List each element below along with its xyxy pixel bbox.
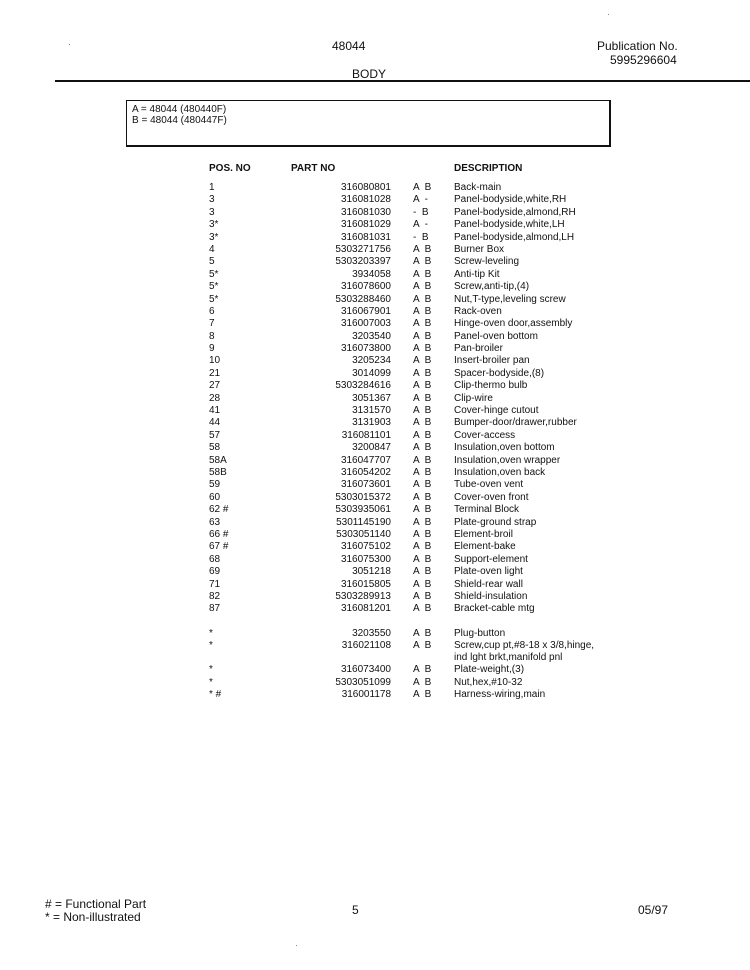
part-description: Cover-oven front: [454, 491, 529, 503]
table-row: [205, 294, 684, 306]
part-number: 5303051140: [336, 528, 391, 540]
model-codes: A B: [413, 243, 432, 255]
pos-number: 4: [209, 243, 215, 255]
model-codes: A B: [413, 504, 432, 516]
table-row: [205, 331, 684, 343]
pos-number: 3*: [209, 231, 219, 243]
table-row: [205, 207, 684, 219]
table-row: [205, 393, 684, 405]
part-description: Burner Box: [454, 243, 505, 255]
table-row: [205, 517, 684, 529]
part-description: Spacer-bodyside,(8): [454, 367, 545, 379]
page-number: 5: [352, 903, 359, 917]
pos-number: 57: [209, 429, 221, 441]
scan-speck: [69, 44, 70, 45]
part-number: 316001178: [341, 689, 391, 701]
model-codes: A B: [413, 405, 432, 417]
part-number: 316021108: [341, 640, 391, 652]
pos-number: 62 #: [209, 504, 229, 516]
part-number: 5301145190: [336, 516, 391, 528]
col-header-part: PART NO: [291, 162, 336, 174]
part-number: 316081028: [340, 194, 391, 206]
model-codes: A B: [413, 491, 432, 503]
table-row: [205, 455, 684, 467]
part-description: [454, 664, 684, 676]
part-number: 3131570: [352, 405, 391, 417]
model-codes: A B: [413, 479, 432, 491]
table-row: [205, 281, 684, 293]
table-row: [205, 343, 684, 355]
part-number: 316067901: [340, 305, 391, 317]
model-codes: A B: [413, 330, 432, 342]
part-number: 316081201: [340, 603, 391, 615]
part-number: 5303289913: [335, 590, 391, 602]
legend-functional: # = Functional Part: [45, 897, 147, 911]
part-description: Element-bake: [454, 541, 516, 553]
publication-number: 5995296604: [610, 53, 677, 67]
part-number: 5303288460: [335, 293, 391, 305]
part-number: 3051367: [352, 392, 391, 404]
pos-number: 67 #: [209, 541, 229, 553]
pos-number: 87: [209, 603, 221, 615]
model-codes: A B: [413, 343, 432, 355]
part-number: 316073601: [340, 479, 391, 491]
part-description: Back-main: [454, 182, 502, 193]
table-row: [205, 380, 684, 392]
part-description-line: Nut,hex,#10-32: [454, 676, 523, 688]
part-number: 5303051099: [335, 676, 391, 688]
part-number: 316015805: [340, 578, 391, 590]
model-codes: A B: [413, 318, 432, 330]
pos-number: 9: [209, 343, 215, 355]
table-row: [205, 579, 684, 591]
pos-number: 28: [209, 392, 221, 404]
parts-body: [205, 182, 684, 702]
pos-number: 59: [209, 479, 221, 491]
pos-number: *: [209, 664, 213, 676]
part-number: 3934058: [352, 268, 391, 280]
col-header-code: [413, 162, 454, 182]
parts-table: [205, 162, 684, 702]
part-description: Clip-wire: [454, 392, 493, 404]
model-codes: A B: [413, 541, 432, 553]
part-description-line: Harness-wiring,main: [454, 689, 546, 701]
part-description: Clip-thermo bulb: [454, 380, 528, 392]
table-row: [205, 603, 684, 615]
pos-number: *: [209, 640, 213, 652]
part-number: 3203540: [352, 330, 391, 342]
model-codes: A B: [413, 367, 432, 379]
pos-number: 10: [209, 355, 221, 367]
pos-number: 69: [209, 566, 221, 578]
part-description: Panel-bodyside,almond,LH: [454, 231, 575, 243]
table-header-row: [205, 162, 684, 182]
model-key-b: B = 48044 (480447F): [132, 115, 227, 126]
part-description-line: ind lght brkt,manifold pnl: [454, 652, 563, 664]
model-codes: A B: [413, 516, 432, 528]
pos-number: 44: [209, 417, 221, 429]
part-description: Cover-hinge cutout: [454, 405, 539, 417]
pos-number: 5*: [209, 281, 219, 293]
part-number: 316081029: [340, 219, 391, 231]
part-number: 316081030: [340, 206, 391, 218]
part-description-line: Screw,cup pt,#8-18 x 3/8,hinge,: [454, 640, 595, 652]
model-codes: A B: [413, 664, 432, 676]
table-row: [205, 492, 684, 504]
table-row: [205, 269, 684, 281]
part-number: 316078600: [340, 281, 391, 293]
model-codes: A B: [413, 380, 432, 392]
part-number: 3014099: [352, 367, 391, 379]
pos-number: 6: [209, 305, 215, 317]
model-codes: A B: [413, 454, 432, 466]
table-gap: [205, 616, 684, 628]
pos-number: 5*: [209, 268, 219, 280]
model-codes: A -: [413, 219, 429, 231]
pos-number: 82: [209, 590, 221, 602]
model-codes: A B: [413, 182, 432, 193]
table-row: [205, 467, 684, 479]
model-codes: A B: [413, 442, 432, 454]
table-row: [205, 640, 684, 664]
part-description: Insert-broiler pan: [454, 355, 530, 367]
model-key-box: [126, 100, 611, 147]
table-row: [205, 232, 684, 244]
part-description: Insulation,oven back: [454, 466, 546, 478]
table-row: [205, 554, 684, 566]
pos-number: *: [209, 676, 213, 688]
pos-number: 58B: [209, 466, 227, 478]
part-number: 3203550: [352, 628, 391, 640]
part-description: Panel-bodyside,almond,RH: [454, 206, 576, 218]
part-description: Rack-oven: [454, 305, 502, 317]
scan-speck: [296, 945, 297, 946]
part-number: 316081101: [341, 429, 391, 441]
part-description: Anti-tip Kit: [454, 268, 500, 280]
part-description: Screw,anti-tip,(4): [454, 281, 530, 293]
table-row: [205, 244, 684, 256]
header-rule: [55, 80, 750, 82]
model-codes: - B: [413, 206, 429, 218]
part-number: 316047707: [340, 454, 391, 466]
pos-number: 60: [209, 491, 221, 503]
table-row: [205, 318, 684, 330]
table-row: [205, 182, 684, 194]
legend-non-illustrated: * = Non-illustrated: [45, 910, 141, 924]
model-codes: A B: [413, 355, 432, 367]
pos-number: 71: [209, 578, 221, 590]
pos-number: 66 #: [209, 528, 229, 540]
pos-number: 41: [209, 405, 221, 417]
legend: [45, 898, 146, 924]
table-row: [205, 442, 684, 454]
model-codes: A B: [413, 281, 432, 293]
model-codes: A -: [413, 194, 429, 206]
part-number: 5303203397: [335, 256, 391, 268]
pos-number: 7: [209, 318, 215, 330]
model-codes: A B: [413, 268, 432, 280]
pos-number: 5: [209, 256, 215, 268]
model-codes: A B: [413, 628, 432, 640]
model-codes: A B: [413, 256, 432, 268]
part-description: Panel-bodyside,white,LH: [454, 219, 565, 231]
table-row: [205, 541, 684, 553]
part-description: Shield-rear wall: [454, 578, 523, 590]
table-row: [205, 664, 684, 676]
part-number: 5303284616: [335, 380, 391, 392]
part-number: 3051218: [352, 566, 391, 578]
part-description: Nut,T-type,leveling screw: [454, 293, 566, 305]
model-codes: A B: [413, 603, 432, 615]
publication-date: 05/97: [638, 903, 669, 917]
table-row: [205, 219, 684, 231]
table-row: [205, 529, 684, 541]
part-description: Hinge-oven door,assembly: [454, 318, 573, 330]
part-number: 5303015372: [335, 491, 391, 503]
part-description: Panel-bodyside,white,RH: [454, 194, 567, 206]
part-description: Element-broil: [454, 528, 513, 540]
pos-number: 5*: [209, 293, 219, 305]
part-number: 316073400: [340, 664, 391, 676]
part-description: [454, 640, 684, 664]
model-codes: A B: [413, 553, 432, 565]
table-row: [205, 405, 684, 417]
section-title: BODY: [352, 67, 387, 81]
model-key-a: A = 48044 (480440F): [132, 104, 227, 115]
pos-number: 58A: [209, 454, 227, 466]
part-number: 316080801: [340, 182, 391, 193]
pos-number: 63: [209, 516, 221, 528]
table-row: [205, 689, 684, 701]
model-number: 48044: [332, 39, 366, 53]
table-row: [205, 566, 684, 578]
part-number: 316081031: [340, 231, 391, 243]
part-description: Panel-oven bottom: [454, 330, 538, 342]
part-description: Plate-oven light: [454, 566, 523, 578]
table-row: [205, 677, 684, 689]
pos-number: 3: [209, 206, 215, 218]
part-number: 5303271756: [335, 243, 391, 255]
pos-number: 58: [209, 442, 221, 454]
pos-number: 3: [209, 194, 215, 206]
model-codes: - B: [413, 231, 429, 243]
part-description: Shield-insulation: [454, 590, 528, 602]
part-number: 3205234: [352, 355, 391, 367]
publication-label: Publication No.: [597, 39, 678, 53]
part-description: Insulation,oven bottom: [454, 442, 555, 454]
part-number: 316075300: [340, 553, 391, 565]
part-description: Insulation,oven wrapper: [454, 454, 561, 466]
pos-number: 8: [209, 330, 215, 342]
table-row: [205, 430, 684, 442]
part-number: 5303935061: [335, 504, 391, 516]
scan-speck: [608, 14, 609, 15]
part-description-line: Plug-button: [454, 628, 506, 640]
model-codes: A B: [413, 590, 432, 602]
model-codes: A B: [413, 566, 432, 578]
part-number: 3200847: [352, 442, 391, 454]
model-codes: A B: [413, 640, 432, 652]
pos-number: * #: [209, 689, 222, 701]
model-codes: A B: [413, 528, 432, 540]
part-description: [454, 677, 684, 689]
pos-number: 1: [209, 182, 215, 193]
part-description-line: Plate-weight,(3): [454, 664, 525, 676]
table-row: [205, 368, 684, 380]
model-codes: A B: [413, 305, 432, 317]
part-description: Tube-oven vent: [454, 479, 524, 491]
part-description: Bracket-cable mtg: [454, 603, 535, 615]
part-number: 316007003: [340, 318, 391, 330]
model-codes: A B: [413, 417, 432, 429]
table-row: [205, 417, 684, 429]
pos-number: 68: [209, 553, 221, 565]
part-number: 316075102: [340, 541, 391, 553]
part-number: 316073800: [340, 343, 391, 355]
pos-number: 27: [209, 380, 221, 392]
col-header-desc: DESCRIPTION: [454, 162, 523, 174]
table-row: [205, 194, 684, 206]
model-codes: A B: [413, 676, 432, 688]
part-description: Bumper-door/drawer,rubber: [454, 417, 577, 429]
part-description: Plate-ground strap: [454, 516, 537, 528]
part-description: Support-element: [454, 553, 528, 565]
part-number: 316054202: [340, 466, 391, 478]
part-description: Terminal Block: [454, 504, 520, 516]
table-row: [205, 628, 684, 640]
table-row: [205, 504, 684, 516]
model-codes: A B: [413, 429, 432, 441]
model-codes: A B: [413, 578, 432, 590]
pos-number: 3*: [209, 219, 219, 231]
table-row: [205, 256, 684, 268]
table-row: [205, 306, 684, 318]
part-description: [454, 628, 684, 640]
pos-number: 21: [209, 367, 221, 379]
table-row: [205, 479, 684, 491]
part-description: Pan-broiler: [454, 343, 503, 355]
part-description: Cover-access: [454, 429, 516, 441]
col-header-pos: POS. NO: [209, 162, 251, 174]
model-codes: A B: [413, 466, 432, 478]
model-codes: A B: [413, 392, 432, 404]
model-codes: A B: [413, 293, 432, 305]
table-row: [205, 355, 684, 367]
pos-number: *: [209, 628, 213, 640]
model-codes: A B: [413, 689, 432, 701]
table-row: [205, 591, 684, 603]
part-description: [454, 689, 684, 701]
part-number: 3131903: [352, 417, 391, 429]
part-description: Screw-leveling: [454, 256, 520, 268]
